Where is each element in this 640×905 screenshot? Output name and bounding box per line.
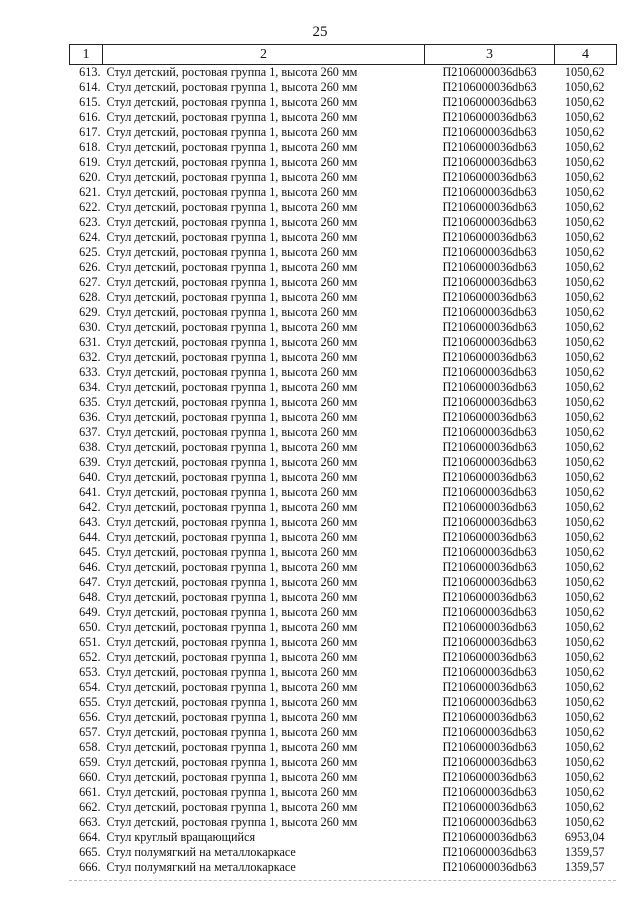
- item-price: 1050,62: [564, 260, 605, 274]
- item-name: Стул детский, ростовая группа 1, высота 260 мм: [106, 230, 358, 244]
- row-number: 628.: [79, 290, 101, 304]
- item-name: Стул детский, ростовая группа 1, высота 260 мм: [106, 635, 358, 649]
- row-number: 620.: [79, 170, 101, 184]
- item-name: Стул детский, ростовая группа 1, высота 260 мм: [106, 65, 358, 79]
- table-row: [70, 650, 617, 665]
- inventory-code: П2106000036db63: [442, 335, 537, 349]
- table-row: [70, 755, 617, 770]
- inventory-code: П2106000036db63: [442, 80, 537, 94]
- row-number: 639.: [79, 455, 101, 469]
- item-name: Стул детский, ростовая группа 1, высота 260 мм: [106, 410, 358, 424]
- inventory-code: П2106000036db63: [442, 440, 537, 454]
- row-number: 616.: [79, 110, 101, 124]
- item-price: 1050,62: [564, 125, 605, 139]
- inventory-code: П2106000036db63: [442, 155, 537, 169]
- table-row: [70, 575, 617, 590]
- item-name: Стул детский, ростовая группа 1, высота 260 мм: [106, 815, 358, 829]
- item-name: Стул детский, ростовая группа 1, высота 260 мм: [106, 425, 358, 439]
- header-row: [70, 45, 617, 65]
- item-name: Стул детский, ростовая группа 1, высота 260 мм: [106, 185, 358, 199]
- row-number: 666.: [79, 860, 101, 874]
- table-row: [70, 530, 617, 545]
- inventory-code: П2106000036db63: [442, 815, 537, 829]
- row-number: 625.: [79, 245, 101, 259]
- row-number: 617.: [79, 125, 101, 139]
- table-body: [70, 65, 617, 876]
- inventory-code: П2106000036db63: [442, 620, 537, 634]
- row-number: 659.: [79, 755, 101, 769]
- inventory-code: П2106000036db63: [442, 530, 537, 544]
- item-price: 1359,57: [564, 845, 605, 859]
- table-row: [70, 335, 617, 350]
- row-number: 655.: [79, 695, 101, 709]
- row-number: 638.: [79, 440, 101, 454]
- item-price: 1050,62: [564, 680, 605, 694]
- inventory-code: П2106000036db63: [442, 290, 537, 304]
- table-row: [70, 290, 617, 305]
- inventory-code: П2106000036db63: [442, 395, 537, 409]
- row-number: 651.: [79, 635, 101, 649]
- item-price: 1050,62: [564, 140, 605, 154]
- table-row: [70, 380, 617, 395]
- row-number: 637.: [79, 425, 101, 439]
- table-row: [70, 485, 617, 500]
- item-price: 1050,62: [564, 170, 605, 184]
- item-name: Стул полумягкий на металлокаркасе: [106, 845, 296, 859]
- inventory-code: П2106000036db63: [442, 740, 537, 754]
- inventory-code: П2106000036db63: [442, 425, 537, 439]
- table-row: [70, 410, 617, 425]
- row-number: 633.: [79, 365, 101, 379]
- row-number: 613.: [79, 65, 101, 79]
- inventory-code: П2106000036db63: [442, 545, 537, 559]
- item-name: Стул детский, ростовая группа 1, высота 260 мм: [106, 140, 358, 154]
- inventory-code: П2106000036db63: [442, 515, 537, 529]
- row-number: 621.: [79, 185, 101, 199]
- table-row: [70, 215, 617, 230]
- item-name: Стул детский, ростовая группа 1, высота 260 мм: [106, 665, 358, 679]
- row-number: 647.: [79, 575, 101, 589]
- row-number: 618.: [79, 140, 101, 154]
- row-number: 643.: [79, 515, 101, 529]
- table-row: [70, 470, 617, 485]
- item-price: 1050,62: [564, 650, 605, 664]
- item-name: Стул детский, ростовая группа 1, высота 260 мм: [106, 80, 358, 94]
- row-number: 640.: [79, 470, 101, 484]
- item-price: 1050,62: [564, 590, 605, 604]
- item-price: 1050,62: [564, 785, 605, 799]
- table-row: [70, 620, 617, 635]
- table-row: [70, 230, 617, 245]
- item-price: 1050,62: [564, 215, 605, 229]
- item-price: 1359,57: [564, 860, 605, 874]
- item-price: 1050,62: [564, 485, 605, 499]
- item-price: 1050,62: [564, 500, 605, 514]
- table-row: [70, 110, 617, 125]
- item-price: 1050,62: [564, 710, 605, 724]
- inventory-code: П2106000036db63: [442, 635, 537, 649]
- item-price: 1050,62: [564, 335, 605, 349]
- item-price: 1050,62: [564, 95, 605, 109]
- item-name: Стул детский, ростовая группа 1, высота 260 мм: [106, 530, 358, 544]
- row-number: 648.: [79, 590, 101, 604]
- table-header: [70, 45, 617, 65]
- item-name: Стул детский, ростовая группа 1, высота 260 мм: [106, 485, 358, 499]
- row-number: 642.: [79, 500, 101, 514]
- row-number: 624.: [79, 230, 101, 244]
- row-number: 660.: [79, 770, 101, 784]
- item-name: Стул детский, ростовая группа 1, высота 260 мм: [106, 725, 358, 739]
- item-name: Стул детский, ростовая группа 1, высота 260 мм: [106, 710, 358, 724]
- inventory-code: П2106000036db63: [442, 845, 537, 859]
- inventory-code: П2106000036db63: [442, 770, 537, 784]
- item-name: Стул детский, ростовая группа 1, высота 260 мм: [106, 290, 358, 304]
- inventory-code: П2106000036db63: [442, 380, 537, 394]
- table-row: [70, 275, 617, 290]
- inventory-code: П2106000036db63: [442, 65, 537, 79]
- item-price: 1050,62: [564, 305, 605, 319]
- inventory-code: П2106000036db63: [442, 710, 537, 724]
- row-number: 644.: [79, 530, 101, 544]
- table-row: [70, 65, 617, 81]
- table-row: [70, 245, 617, 260]
- inventory-code: П2106000036db63: [442, 125, 537, 139]
- row-number: 663.: [79, 815, 101, 829]
- table-row: [70, 395, 617, 410]
- item-price: 1050,62: [564, 530, 605, 544]
- item-price: 1050,62: [564, 665, 605, 679]
- item-price: 1050,62: [564, 290, 605, 304]
- item-name: Стул детский, ростовая группа 1, высота 260 мм: [106, 440, 358, 454]
- inventory-code: П2106000036db63: [442, 110, 537, 124]
- table-row: [70, 605, 617, 620]
- table-row: [70, 260, 617, 275]
- item-name: Стул детский, ростовая группа 1, высота 260 мм: [106, 305, 358, 319]
- inventory-code: П2106000036db63: [442, 170, 537, 184]
- table-row: [70, 800, 617, 815]
- table-row: [70, 515, 617, 530]
- row-number: 662.: [79, 800, 101, 814]
- row-number: 635.: [79, 395, 101, 409]
- table-row: [70, 350, 617, 365]
- table-row: [70, 695, 617, 710]
- row-number: 652.: [79, 650, 101, 664]
- item-price: 1050,62: [564, 425, 605, 439]
- item-price: 1050,62: [564, 80, 605, 94]
- row-number: 657.: [79, 725, 101, 739]
- row-number: 654.: [79, 680, 101, 694]
- row-number: 632.: [79, 350, 101, 364]
- item-name: Стул детский, ростовая группа 1, высота 260 мм: [106, 170, 358, 184]
- inventory-code: П2106000036db63: [442, 215, 537, 229]
- item-price: 1050,62: [564, 755, 605, 769]
- inventory-code: П2106000036db63: [442, 365, 537, 379]
- item-name: Стул детский, ростовая группа 1, высота 260 мм: [106, 350, 358, 364]
- row-number: 634.: [79, 380, 101, 394]
- item-price: 1050,62: [564, 320, 605, 334]
- item-name: Стул детский, ростовая группа 1, высота 260 мм: [106, 800, 358, 814]
- row-number: 665.: [79, 845, 101, 859]
- item-price: 1050,62: [564, 635, 605, 649]
- table-row: [70, 500, 617, 515]
- item-price: 1050,62: [564, 410, 605, 424]
- table-row: [70, 125, 617, 140]
- inventory-code: П2106000036db63: [442, 590, 537, 604]
- inventory-code: П2106000036db63: [442, 185, 537, 199]
- inventory-code: П2106000036db63: [442, 275, 537, 289]
- inventory-code: П2106000036db63: [442, 755, 537, 769]
- table-row: [70, 845, 617, 860]
- row-number: 653.: [79, 665, 101, 679]
- row-number: 629.: [79, 305, 101, 319]
- item-name: Стул детский, ростовая группа 1, высота 260 мм: [106, 740, 358, 754]
- item-price: 1050,62: [564, 770, 605, 784]
- item-name: Стул детский, ростовая группа 1, высота 260 мм: [106, 395, 358, 409]
- item-name: Стул детский, ростовая группа 1, высота 260 мм: [106, 605, 358, 619]
- inventory-table: [69, 44, 617, 875]
- item-name: Стул детский, ростовая группа 1, высота 260 мм: [106, 515, 358, 529]
- table-row: [70, 665, 617, 680]
- row-number: 661.: [79, 785, 101, 799]
- table-row: [70, 185, 617, 200]
- row-number: 615.: [79, 95, 101, 109]
- row-number: 614.: [79, 80, 101, 94]
- page-bottom-divider: [69, 880, 616, 881]
- item-price: 1050,62: [564, 800, 605, 814]
- row-number: 630.: [79, 320, 101, 334]
- inventory-code: П2106000036db63: [442, 140, 537, 154]
- row-number: 631.: [79, 335, 101, 349]
- inventory-code: П2106000036db63: [442, 350, 537, 364]
- column-header-3: 3: [425, 45, 555, 65]
- table-row: [70, 155, 617, 170]
- table-row: [70, 680, 617, 695]
- item-price: 1050,62: [564, 380, 605, 394]
- table-row: [70, 440, 617, 455]
- row-number: 619.: [79, 155, 101, 169]
- item-name: Стул детский, ростовая группа 1, высота 260 мм: [106, 125, 358, 139]
- column-header-4: 4: [555, 45, 617, 65]
- item-name: Стул детский, ростовая группа 1, высота 260 мм: [106, 200, 358, 214]
- item-name: Стул детский, ростовая группа 1, высота 260 мм: [106, 275, 358, 289]
- table-row: [70, 365, 617, 380]
- item-name: Стул детский, ростовая группа 1, высота 260 мм: [106, 110, 358, 124]
- row-number: 641.: [79, 485, 101, 499]
- inventory-code: П2106000036db63: [442, 455, 537, 469]
- table-row: [70, 200, 617, 215]
- table-row: [70, 830, 617, 845]
- page-number: 25: [312, 24, 328, 40]
- item-price: 1050,62: [564, 275, 605, 289]
- item-name: Стул детский, ростовая группа 1, высота 260 мм: [106, 770, 358, 784]
- row-number: 664.: [79, 830, 101, 844]
- table-row: [70, 305, 617, 320]
- item-price: 1050,62: [564, 620, 605, 634]
- item-name: Стул полумягкий на металлокаркасе: [106, 860, 296, 874]
- column-header-1: 1: [70, 45, 103, 65]
- table-row: [70, 635, 617, 650]
- table-row: [70, 740, 617, 755]
- inventory-code: П2106000036db63: [442, 305, 537, 319]
- item-price: 1050,62: [564, 815, 605, 829]
- item-price: 1050,62: [564, 350, 605, 364]
- item-name: Стул детский, ростовая группа 1, высота 260 мм: [106, 380, 358, 394]
- row-number: 646.: [79, 560, 101, 574]
- row-number: 658.: [79, 740, 101, 754]
- inventory-code: П2106000036db63: [442, 725, 537, 739]
- item-name: Стул детский, ростовая группа 1, высота 260 мм: [106, 680, 358, 694]
- item-name: Стул детский, ростовая группа 1, высота 260 мм: [106, 560, 358, 574]
- item-price: 1050,62: [564, 155, 605, 169]
- table-row: [70, 95, 617, 110]
- item-price: 1050,62: [564, 560, 605, 574]
- item-name: Стул детский, ростовая группа 1, высота 260 мм: [106, 320, 358, 334]
- inventory-code: П2106000036db63: [442, 245, 537, 259]
- item-price: 1050,62: [564, 740, 605, 754]
- item-name: Стул детский, ростовая группа 1, высота 260 мм: [106, 545, 358, 559]
- table-row: [70, 560, 617, 575]
- row-number: 627.: [79, 275, 101, 289]
- item-name: Стул круглый вращающийся: [106, 830, 256, 844]
- item-name: Стул детский, ростовая группа 1, высота 260 мм: [106, 455, 358, 469]
- inventory-code: П2106000036db63: [442, 200, 537, 214]
- item-name: Стул детский, ростовая группа 1, высота 260 мм: [106, 695, 358, 709]
- item-price: 1050,62: [564, 65, 605, 79]
- table-row: [70, 80, 617, 95]
- item-price: 1050,62: [564, 200, 605, 214]
- inventory-code: П2106000036db63: [442, 830, 537, 844]
- item-price: 1050,62: [564, 245, 605, 259]
- item-price: 1050,62: [564, 365, 605, 379]
- inventory-code: П2106000036db63: [442, 410, 537, 424]
- inventory-code: П2106000036db63: [442, 500, 537, 514]
- item-price: 1050,62: [564, 515, 605, 529]
- inventory-code: П2106000036db63: [442, 665, 537, 679]
- item-price: 1050,62: [564, 185, 605, 199]
- row-number: 622.: [79, 200, 101, 214]
- item-price: 1050,62: [564, 230, 605, 244]
- item-price: 1050,62: [564, 440, 605, 454]
- table-row: [70, 860, 617, 875]
- inventory-code: П2106000036db63: [442, 230, 537, 244]
- table-row: [70, 425, 617, 440]
- row-number: 623.: [79, 215, 101, 229]
- item-price: 1050,62: [564, 695, 605, 709]
- item-name: Стул детский, ростовая группа 1, высота 260 мм: [106, 500, 358, 514]
- item-name: Стул детский, ростовая группа 1, высота 260 мм: [106, 245, 358, 259]
- table-row: [70, 545, 617, 560]
- inventory-code: П2106000036db63: [442, 575, 537, 589]
- item-name: Стул детский, ростовая группа 1, высота 260 мм: [106, 215, 358, 229]
- inventory-code: П2106000036db63: [442, 605, 537, 619]
- row-number: 650.: [79, 620, 101, 634]
- row-number: 636.: [79, 410, 101, 424]
- item-price: 6953,04: [564, 830, 605, 844]
- inventory-code: П2106000036db63: [442, 785, 537, 799]
- table-row: [70, 170, 617, 185]
- column-header-2: 2: [103, 45, 425, 65]
- item-name: Стул детский, ростовая группа 1, высота 260 мм: [106, 155, 358, 169]
- row-number: 649.: [79, 605, 101, 619]
- table-row: [70, 710, 617, 725]
- inventory-code: П2106000036db63: [442, 650, 537, 664]
- inventory-code: П2106000036db63: [442, 260, 537, 274]
- item-name: Стул детский, ростовая группа 1, высота 260 мм: [106, 260, 358, 274]
- table-row: [70, 725, 617, 740]
- inventory-code: П2106000036db63: [442, 860, 537, 874]
- inventory-code: П2106000036db63: [442, 95, 537, 109]
- inventory-code: П2106000036db63: [442, 680, 537, 694]
- inventory-code: П2106000036db63: [442, 470, 537, 484]
- item-name: Стул детский, ростовая группа 1, высота 260 мм: [106, 650, 358, 664]
- item-name: Стул детский, ростовая группа 1, высота 260 мм: [106, 755, 358, 769]
- row-number: 656.: [79, 710, 101, 724]
- item-price: 1050,62: [564, 455, 605, 469]
- item-price: 1050,62: [564, 605, 605, 619]
- item-name: Стул детский, ростовая группа 1, высота 260 мм: [106, 620, 358, 634]
- item-price: 1050,62: [564, 545, 605, 559]
- inventory-code: П2106000036db63: [442, 800, 537, 814]
- item-name: Стул детский, ростовая группа 1, высота 260 мм: [106, 785, 358, 799]
- item-price: 1050,62: [564, 395, 605, 409]
- item-price: 1050,62: [564, 470, 605, 484]
- table-row: [70, 455, 617, 470]
- item-price: 1050,62: [564, 725, 605, 739]
- item-name: Стул детский, ростовая группа 1, высота 260 мм: [106, 335, 358, 349]
- item-price: 1050,62: [564, 110, 605, 124]
- table-row: [70, 590, 617, 605]
- inventory-code: П2106000036db63: [442, 560, 537, 574]
- table-row: [70, 320, 617, 335]
- item-name: Стул детский, ростовая группа 1, высота 260 мм: [106, 95, 358, 109]
- table-row: [70, 140, 617, 155]
- inventory-code: П2106000036db63: [442, 320, 537, 334]
- row-number: 626.: [79, 260, 101, 274]
- table-row: [70, 770, 617, 785]
- inventory-code: П2106000036db63: [442, 695, 537, 709]
- table-row: [70, 785, 617, 800]
- item-name: Стул детский, ростовая группа 1, высота 260 мм: [106, 575, 358, 589]
- inventory-code: П2106000036db63: [442, 485, 537, 499]
- item-name: Стул детский, ростовая группа 1, высота 260 мм: [106, 365, 358, 379]
- row-number: 645.: [79, 545, 101, 559]
- item-name: Стул детский, ростовая группа 1, высота 260 мм: [106, 470, 358, 484]
- item-name: Стул детский, ростовая группа 1, высота 260 мм: [106, 590, 358, 604]
- item-price: 1050,62: [564, 575, 605, 589]
- table-row: [70, 815, 617, 830]
